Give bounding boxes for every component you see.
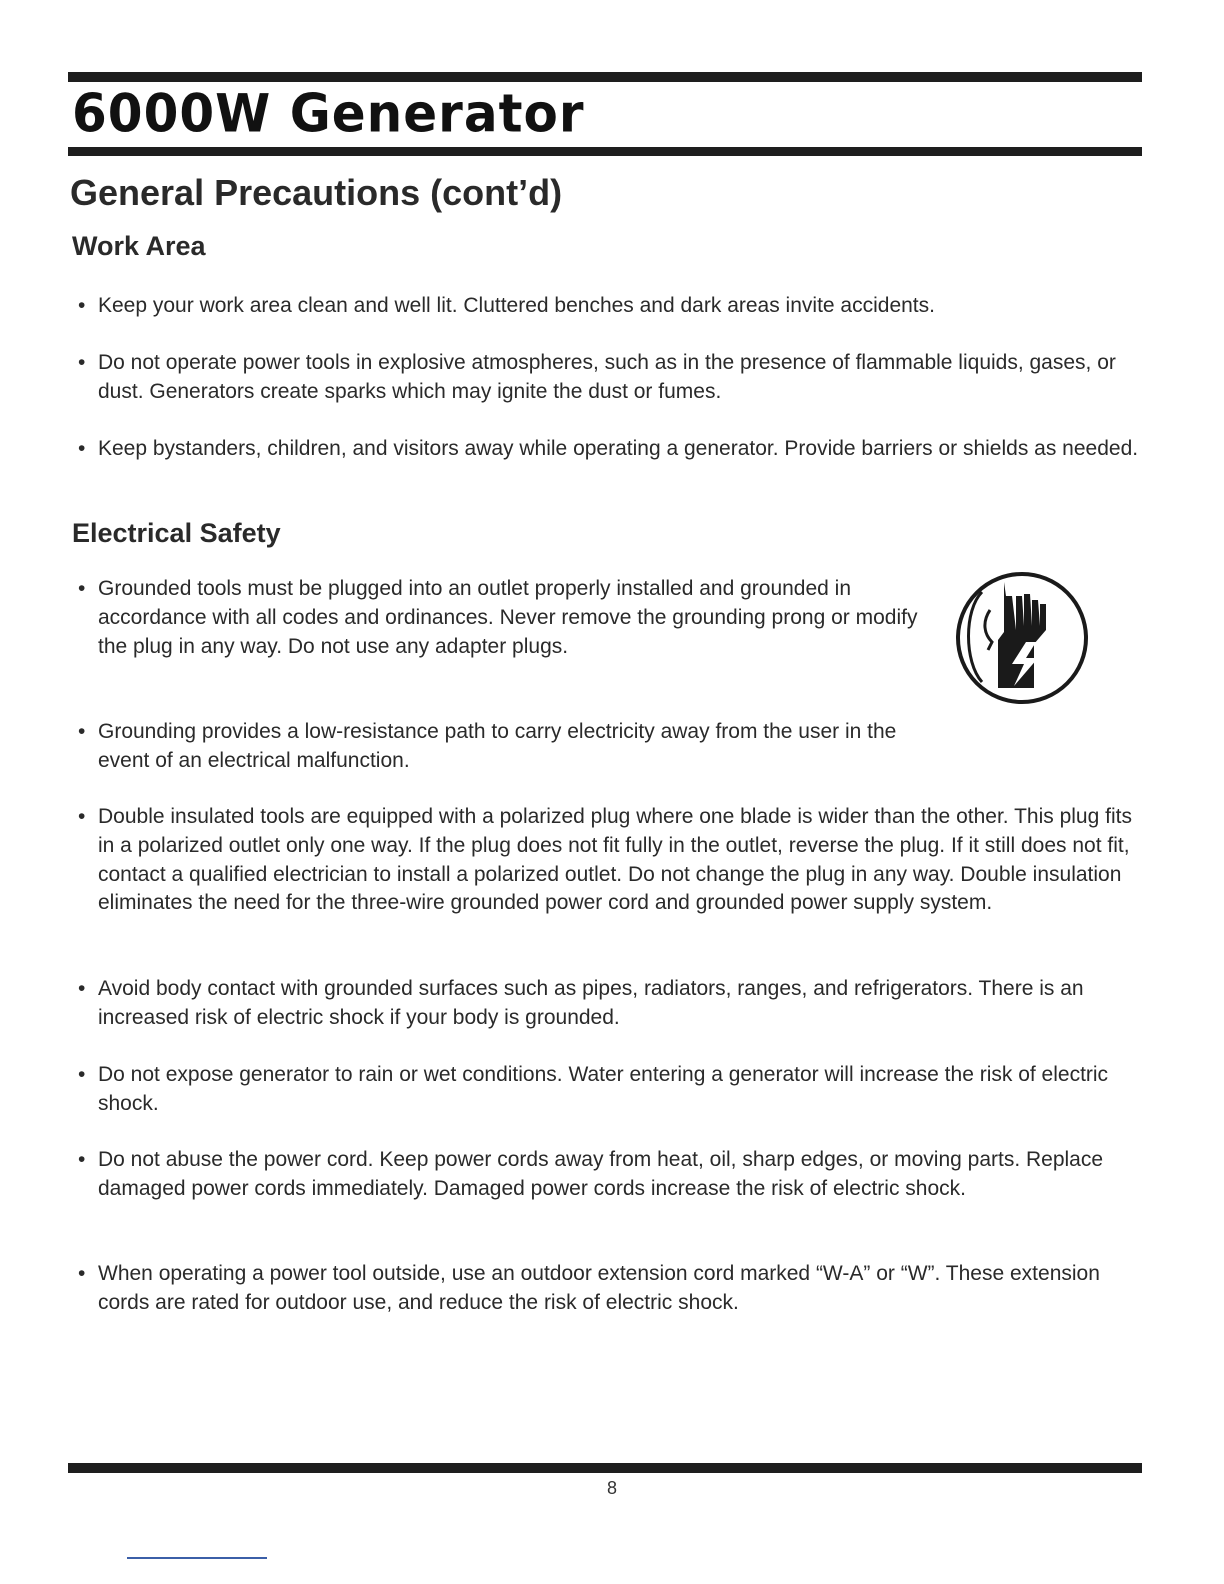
footer-rule	[68, 1463, 1142, 1473]
electrical-safety-item	[78, 575, 928, 661]
electrical-safety-item	[78, 718, 928, 776]
work-area-item-text: Keep bystanders, children, and visitors away while operating a generator. Provide barriers or shields as needed.	[98, 437, 1139, 460]
electrical-safety-item	[78, 1146, 1148, 1204]
header-rule-bottom	[68, 147, 1142, 156]
bullet-marker: •	[78, 577, 86, 600]
electrical-safety-item	[78, 1260, 1148, 1318]
electrical-safety-item	[78, 975, 1148, 1033]
scan-edge-mark	[127, 1557, 267, 1559]
work-area-item	[78, 435, 1148, 464]
electrical-safety-item-text: Do not expose generator to rain or wet conditions. Water entering a generator will increase the risk of electric shock.	[98, 1063, 1109, 1115]
electrical-safety-item	[78, 1061, 1148, 1119]
bullet-marker: •	[78, 805, 86, 828]
electrical-safety-item	[78, 803, 1148, 918]
electrical-safety-item-text: Avoid body contact with grounded surfaces such as pipes, radiators, ranges, and refrigerators. There is an increased risk of electric shock if your body is grounded.	[98, 977, 1084, 1029]
document-title: 6000W Generator	[72, 83, 585, 145]
bullet-marker: •	[78, 977, 86, 1000]
bullet-marker: •	[78, 437, 86, 460]
bullet-marker: •	[78, 351, 86, 374]
work-area-item-text: Do not operate power tools in explosive atmospheres, such as in the presence of flammable liquids, gases, or dust. Generators create sparks which may ignite the dust or fumes.	[98, 351, 1116, 403]
electrical-safety-item-text: Grounding provides a low-resistance path to carry electricity away from the user in the event of an electrical malfunction.	[98, 720, 897, 772]
page-number: 8	[606, 1478, 617, 1498]
work-area-item	[78, 349, 1148, 407]
electrical-safety-heading: Electrical Safety	[72, 518, 281, 548]
bullet-marker: •	[78, 1148, 86, 1171]
bullet-marker: •	[78, 294, 86, 317]
electric-shock-hazard-icon	[954, 570, 1090, 706]
electrical-safety-item-text: Do not abuse the power cord. Keep power cords away from heat, oil, sharp edges, or moving parts. Replace damaged power cords immediately. Damaged power cords increase the risk of electric shock.	[98, 1148, 1104, 1200]
bullet-marker: •	[78, 1063, 86, 1086]
section-title: General Precautions (cont’d)	[70, 172, 563, 213]
electrical-safety-item-text: Double insulated tools are equipped with a polarized plug where one blade is wider than the other. This plug fits in a polarized outlet only one way. If the plug does not fit fully in the outlet, reverse the plug. If it still does not fit, contact a qualified electrician to install a polarized outlet. Do not change the plug in any way. Double insulation eliminates the need for the three-wire grounded power cord and grounded power supply system.	[98, 805, 1132, 915]
work-area-heading: Work Area	[72, 231, 206, 261]
bullet-marker: •	[78, 1262, 86, 1285]
bullet-marker: •	[78, 720, 86, 743]
work-area-item	[78, 292, 1148, 321]
work-area-item-text: Keep your work area clean and well lit. Cluttered benches and dark areas invite accidents.	[98, 294, 935, 317]
electrical-safety-item-text: When operating a power tool outside, use an outdoor extension cord marked “W-A” or “W”. These extension cords are rated for outdoor use, and reduce the risk of electric shock.	[98, 1262, 1100, 1314]
electrical-safety-item-text: Grounded tools must be plugged into an outlet properly installed and grounded in accordance with all codes and ordinances. Never remove the grounding prong or modify the plug in any way. Do not use any adapter plugs.	[98, 577, 918, 658]
